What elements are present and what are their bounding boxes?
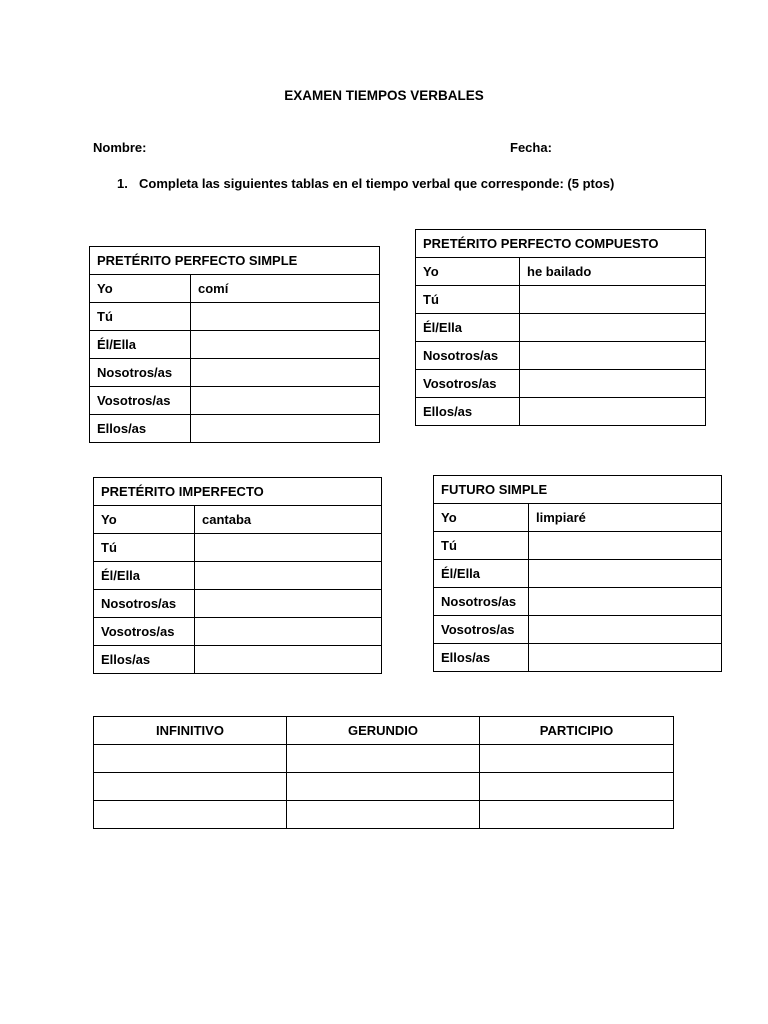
answer-cell[interactable] bbox=[520, 314, 706, 342]
pronoun-cell: Ellos/as bbox=[434, 644, 529, 672]
pronoun-cell: Nosotros/as bbox=[94, 590, 195, 618]
table-row bbox=[90, 303, 380, 331]
table-row bbox=[90, 387, 380, 415]
page-title: EXAMEN TIEMPOS VERBALES bbox=[284, 88, 484, 103]
table-preterito-perfecto-simple bbox=[89, 246, 380, 443]
instruction-number: 1. bbox=[117, 176, 128, 191]
pronoun-cell: Yo bbox=[434, 504, 529, 532]
instruction bbox=[117, 176, 614, 191]
table-preterito-imperfecto bbox=[93, 477, 382, 674]
answer-cell[interactable] bbox=[191, 415, 380, 443]
answer-cell[interactable] bbox=[195, 534, 382, 562]
table-row bbox=[94, 534, 382, 562]
pronoun-cell: Él/Ella bbox=[94, 562, 195, 590]
answer-cell[interactable] bbox=[520, 370, 706, 398]
table-title: PRETÉRITO PERFECTO SIMPLE bbox=[90, 247, 380, 275]
answer-cell[interactable] bbox=[529, 644, 722, 672]
table-row bbox=[434, 616, 722, 644]
pronoun-cell: Tú bbox=[90, 303, 191, 331]
table-verb-forms bbox=[93, 716, 674, 829]
pronoun-cell: Tú bbox=[434, 532, 529, 560]
instruction-text: Completa las siguientes tablas en el tiempo verbal que corresponde: (5 ptos) bbox=[139, 176, 615, 191]
table-row bbox=[416, 398, 706, 426]
table-title: FUTURO SIMPLE bbox=[434, 476, 722, 504]
infinitivo-cell[interactable] bbox=[94, 745, 287, 773]
answer-cell[interactable] bbox=[520, 398, 706, 426]
table-row bbox=[90, 275, 380, 303]
answer-cell[interactable]: he bailado bbox=[520, 258, 706, 286]
table-preterito-perfecto-compuesto bbox=[415, 229, 706, 426]
answer-cell[interactable] bbox=[520, 342, 706, 370]
gerundio-cell[interactable] bbox=[287, 773, 480, 801]
answer-cell[interactable] bbox=[191, 387, 380, 415]
answer-cell[interactable]: cantaba bbox=[195, 506, 382, 534]
answer-cell[interactable] bbox=[520, 286, 706, 314]
table-row bbox=[416, 314, 706, 342]
header-gerundio: GERUNDIO bbox=[287, 717, 480, 745]
table-row bbox=[416, 258, 706, 286]
header-participio: PARTICIPIO bbox=[480, 717, 674, 745]
table-row bbox=[434, 504, 722, 532]
pronoun-cell: Él/Ella bbox=[434, 560, 529, 588]
answer-cell[interactable] bbox=[195, 618, 382, 646]
pronoun-cell: Vosotros/as bbox=[94, 618, 195, 646]
answer-cell[interactable]: limpiaré bbox=[529, 504, 722, 532]
table-row bbox=[434, 588, 722, 616]
table-row bbox=[434, 644, 722, 672]
table-row bbox=[90, 331, 380, 359]
table-row bbox=[90, 415, 380, 443]
answer-cell[interactable]: comí bbox=[191, 275, 380, 303]
pronoun-cell: Nosotros/as bbox=[416, 342, 520, 370]
participio-cell[interactable] bbox=[480, 745, 674, 773]
pronoun-cell: Tú bbox=[94, 534, 195, 562]
answer-cell[interactable] bbox=[195, 562, 382, 590]
table-title: PRETÉRITO PERFECTO COMPUESTO bbox=[416, 230, 706, 258]
pronoun-cell: Ellos/as bbox=[416, 398, 520, 426]
pronoun-cell: Él/Ella bbox=[416, 314, 520, 342]
infinitivo-cell[interactable] bbox=[94, 773, 287, 801]
table-row bbox=[94, 618, 382, 646]
answer-cell[interactable] bbox=[195, 646, 382, 674]
table-row bbox=[94, 801, 674, 829]
table-row bbox=[416, 342, 706, 370]
pronoun-cell: Ellos/as bbox=[94, 646, 195, 674]
participio-cell[interactable] bbox=[480, 801, 674, 829]
fecha-label: Fecha: bbox=[510, 140, 552, 155]
pronoun-cell: Vosotros/as bbox=[434, 616, 529, 644]
pronoun-cell: Tú bbox=[416, 286, 520, 314]
answer-cell[interactable] bbox=[195, 590, 382, 618]
pronoun-cell: Yo bbox=[416, 258, 520, 286]
gerundio-cell[interactable] bbox=[287, 745, 480, 773]
answer-cell[interactable] bbox=[529, 560, 722, 588]
participio-cell[interactable] bbox=[480, 773, 674, 801]
gerundio-cell[interactable] bbox=[287, 801, 480, 829]
table-row bbox=[434, 532, 722, 560]
pronoun-cell: Yo bbox=[94, 506, 195, 534]
answer-cell[interactable] bbox=[529, 532, 722, 560]
table-header-row bbox=[94, 717, 674, 745]
table-title: PRETÉRITO IMPERFECTO bbox=[94, 478, 382, 506]
header-infinitivo: INFINITIVO bbox=[94, 717, 287, 745]
answer-cell[interactable] bbox=[191, 303, 380, 331]
answer-cell[interactable] bbox=[191, 359, 380, 387]
table-row bbox=[94, 646, 382, 674]
pronoun-cell: Nosotros/as bbox=[90, 359, 191, 387]
pronoun-cell: Ellos/as bbox=[90, 415, 191, 443]
table-row bbox=[94, 773, 674, 801]
answer-cell[interactable] bbox=[529, 616, 722, 644]
table-row bbox=[416, 370, 706, 398]
pronoun-cell: Yo bbox=[90, 275, 191, 303]
table-row bbox=[434, 560, 722, 588]
infinitivo-cell[interactable] bbox=[94, 801, 287, 829]
answer-cell[interactable] bbox=[529, 588, 722, 616]
pronoun-cell: Nosotros/as bbox=[434, 588, 529, 616]
table-row bbox=[90, 359, 380, 387]
pronoun-cell: Él/Ella bbox=[90, 331, 191, 359]
table-futuro-simple bbox=[433, 475, 722, 672]
table-row bbox=[94, 506, 382, 534]
pronoun-cell: Vosotros/as bbox=[90, 387, 191, 415]
nombre-label: Nombre: bbox=[93, 140, 147, 155]
table-row bbox=[94, 745, 674, 773]
table-row bbox=[94, 562, 382, 590]
table-row bbox=[416, 286, 706, 314]
table-row bbox=[94, 590, 382, 618]
pronoun-cell: Vosotros/as bbox=[416, 370, 520, 398]
answer-cell[interactable] bbox=[191, 331, 380, 359]
